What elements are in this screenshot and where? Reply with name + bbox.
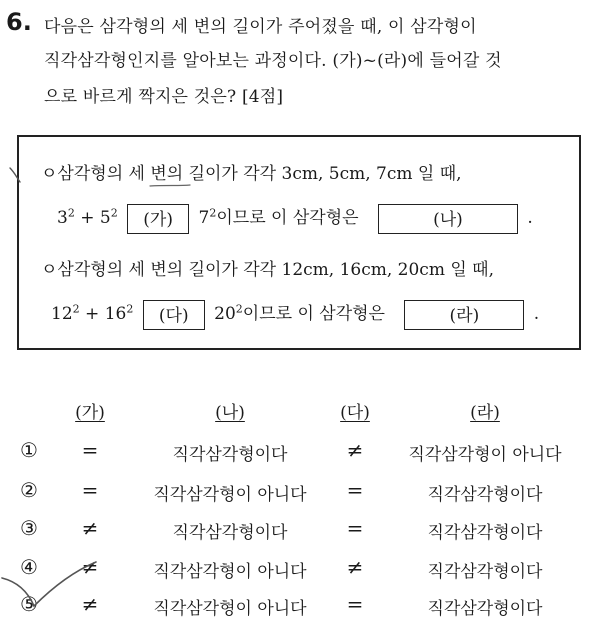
choice-label-3[interactable]: ③ [20,516,38,540]
process-box [17,135,581,350]
case2-equation [51,299,539,330]
case2-exp-a: 2 [72,302,80,316]
choice-5-ra: 직각삼각형이다 [427,599,543,619]
question-number: 6. [6,8,32,36]
header-ra: (라) [470,403,500,423]
choice-4-ra: 직각삼각형이다 [427,562,543,582]
case2-mid: 이므로 이 삼각형은 [242,304,385,324]
choice-5-ga: ≠ [81,592,99,616]
case1-mid: 이므로 이 삼각형은 [216,208,359,228]
choice-label-2[interactable]: ② [20,478,38,502]
question-text-line-1: 다음은 삼각형의 세 변의 길이가 주어졌을 때, 이 삼각형이 [44,17,477,37]
case2-exp-b: 2 [126,302,134,316]
case1-rhs: 7 [198,208,210,228]
blank-da: (다) [143,300,205,330]
case2-exp-rhs: 2 [235,302,243,316]
case1-exp-a: 2 [67,206,75,220]
choice-4-da: ≠ [346,555,364,579]
case1-exp-b: 2 [110,206,118,220]
case1-lhs-b: 5 [99,208,111,228]
choice-3-ga: ≠ [81,516,99,540]
choice-2-na: 직각삼각형이 아니다 [153,485,307,505]
choice-2-ra: 직각삼각형이다 [427,485,543,505]
case1-equation [57,203,533,234]
case2-intro: ㅇ삼각형의 세 변의 길이가 각각 12cm, 16cm, 20cm 일 때, [41,260,494,280]
case1-plus: + [74,208,100,228]
choice-label-4[interactable]: ④ [20,555,38,579]
choice-5-na: 직각삼각형이 아니다 [153,599,307,619]
case1-lhs-a: 3 [57,208,68,228]
choice-3-da: = [346,516,364,540]
choice-4-ga: ≠ [81,555,99,579]
case2-rhs: 20 [214,304,236,324]
choice-label-1[interactable]: ① [20,438,38,462]
question-text-line-2: 직각삼각형인지를 알아보는 과정이다. (가)~(라)에 들어갈 것 [44,51,502,71]
choice-3-na: 직각삼각형이다 [172,523,288,543]
choice-3-ra: 직각삼각형이다 [427,523,543,543]
choice-1-ra: 직각삼각형이 아니다 [408,445,562,465]
blank-na: (나) [378,204,518,234]
case2-lhs-b: 16 [104,304,127,324]
case2-lhs-a: 12 [51,304,73,324]
case1-intro: ㅇ삼각형의 세 변의 길이가 각각 3cm, 5cm, 7cm 일 때, [41,164,462,184]
blank-ga: (가) [127,204,189,234]
case2-plus: + [79,304,105,324]
header-ga: (가) [75,403,105,423]
header-da: (다) [340,403,370,423]
choice-2-da: = [346,478,364,502]
blank-ra: (라) [404,300,524,330]
case1-exp-rhs: 2 [209,206,217,220]
choice-2-ga: = [81,478,99,502]
case2-end: . [533,304,540,324]
choice-5-da: = [346,592,364,616]
choice-label-5[interactable]: ⑤ [20,592,38,616]
header-na: (나) [215,403,245,423]
choice-1-ga: = [81,438,99,462]
question-text-line-3: 으로 바르게 짝지은 것은? [4점] [44,87,284,107]
choice-1-da: ≠ [346,438,364,462]
choice-1-na: 직각삼각형이다 [172,445,288,465]
case1-end: . [527,208,533,228]
choice-4-na: 직각삼각형이 아니다 [153,562,307,582]
